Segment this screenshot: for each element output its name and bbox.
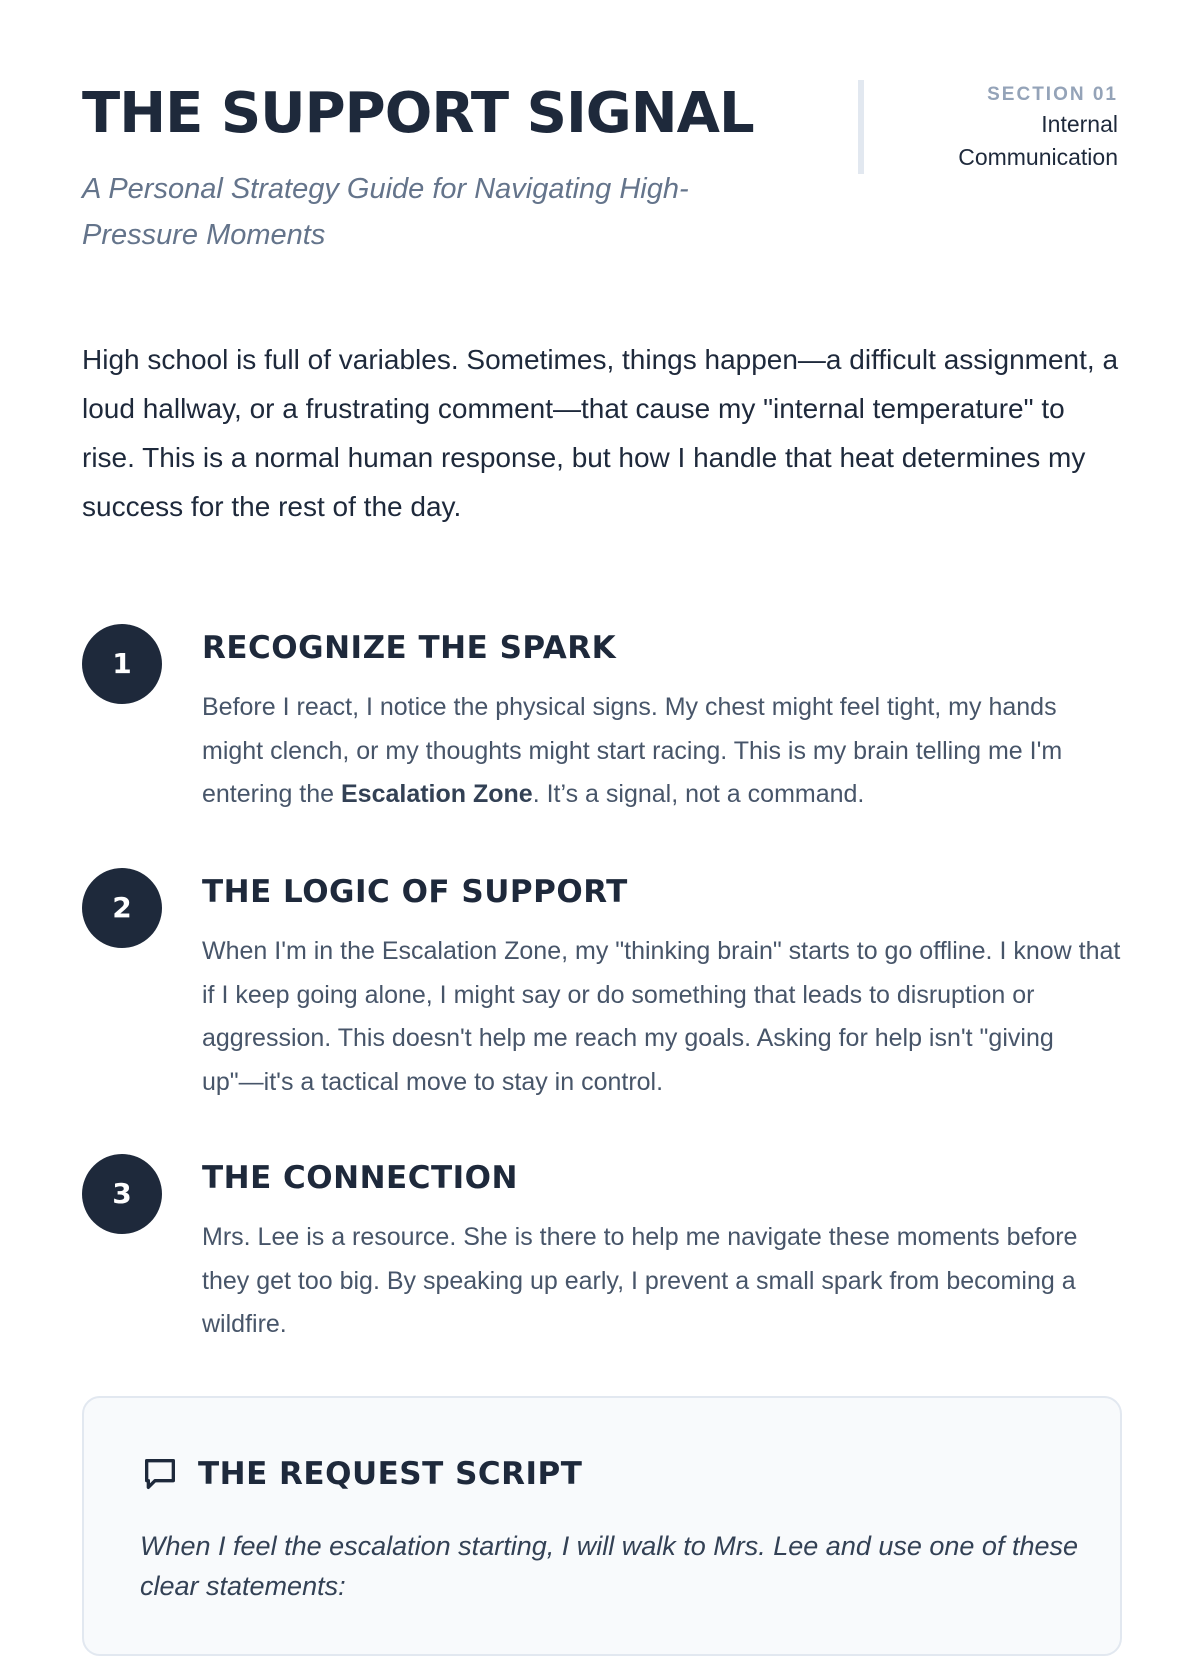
script-lead: When I feel the escalation starting, I will walk to Mrs. Lee and use one of these clear statements:: [140, 1531, 1078, 1601]
intro-paragraph: High school is full of variables. Sometimes, things happen—a difficult assignment, a loud hallway, or a frustrating comment—that cause my "internal temperature" to rise. This is a normal human response, but how I handle that heat determines my success for the rest of the day.: [82, 344, 1119, 522]
step-number-badge: 3: [82, 1154, 162, 1234]
step-heading: THE LOGIC OF SUPPORT: [202, 874, 628, 910]
page-title: THE SUPPORT SIGNAL: [82, 81, 754, 146]
step-body: Mrs. Lee is a resource. She is there to help me navigate these moments before they get too big. By speaking up early, I prevent a small spark from becoming a wildfire.: [202, 1223, 1078, 1338]
step-heading: RECOGNIZE THE SPARK: [202, 630, 617, 666]
chat-bubble-icon: [140, 1454, 180, 1494]
step-body: When I'm in the Escalation Zone, my "thinking brain" starts to go offline. I know that if I keep going alone, I might say or do something that leads to disruption or aggression. This doesn't help me reach my goals. Asking for help isn't "giving up"—it's a tactical move to stay in control.: [202, 937, 1121, 1096]
step-heading: THE CONNECTION: [202, 1160, 518, 1196]
request-script-card: [82, 1396, 1122, 1656]
script-heading: THE REQUEST SCRIPT: [198, 1456, 583, 1492]
page-subtitle: A Personal Strategy Guide for Navigating High-Pressure Moments: [82, 173, 689, 251]
section-name: Internal Communication: [958, 111, 1118, 170]
step-number-badge: 1: [82, 624, 162, 704]
step-body-text: Before I react, I notice the physical signs. My chest might feel tight, my hands might clench, or my thoughts might start racing. This is my brain telling me I'm entering the: [202, 693, 1063, 808]
step-body-text-end: . It’s a signal, not a command.: [532, 780, 865, 808]
section-label: SECTION 01: [987, 84, 1118, 105]
step-body: [202, 686, 1122, 817]
header: [82, 0, 1118, 300]
script-card-header: [140, 1452, 582, 1496]
step-number-badge: 2: [82, 868, 162, 948]
escalation-zone-emphasis: Escalation Zone: [341, 780, 533, 808]
section-tag: [858, 80, 1118, 174]
